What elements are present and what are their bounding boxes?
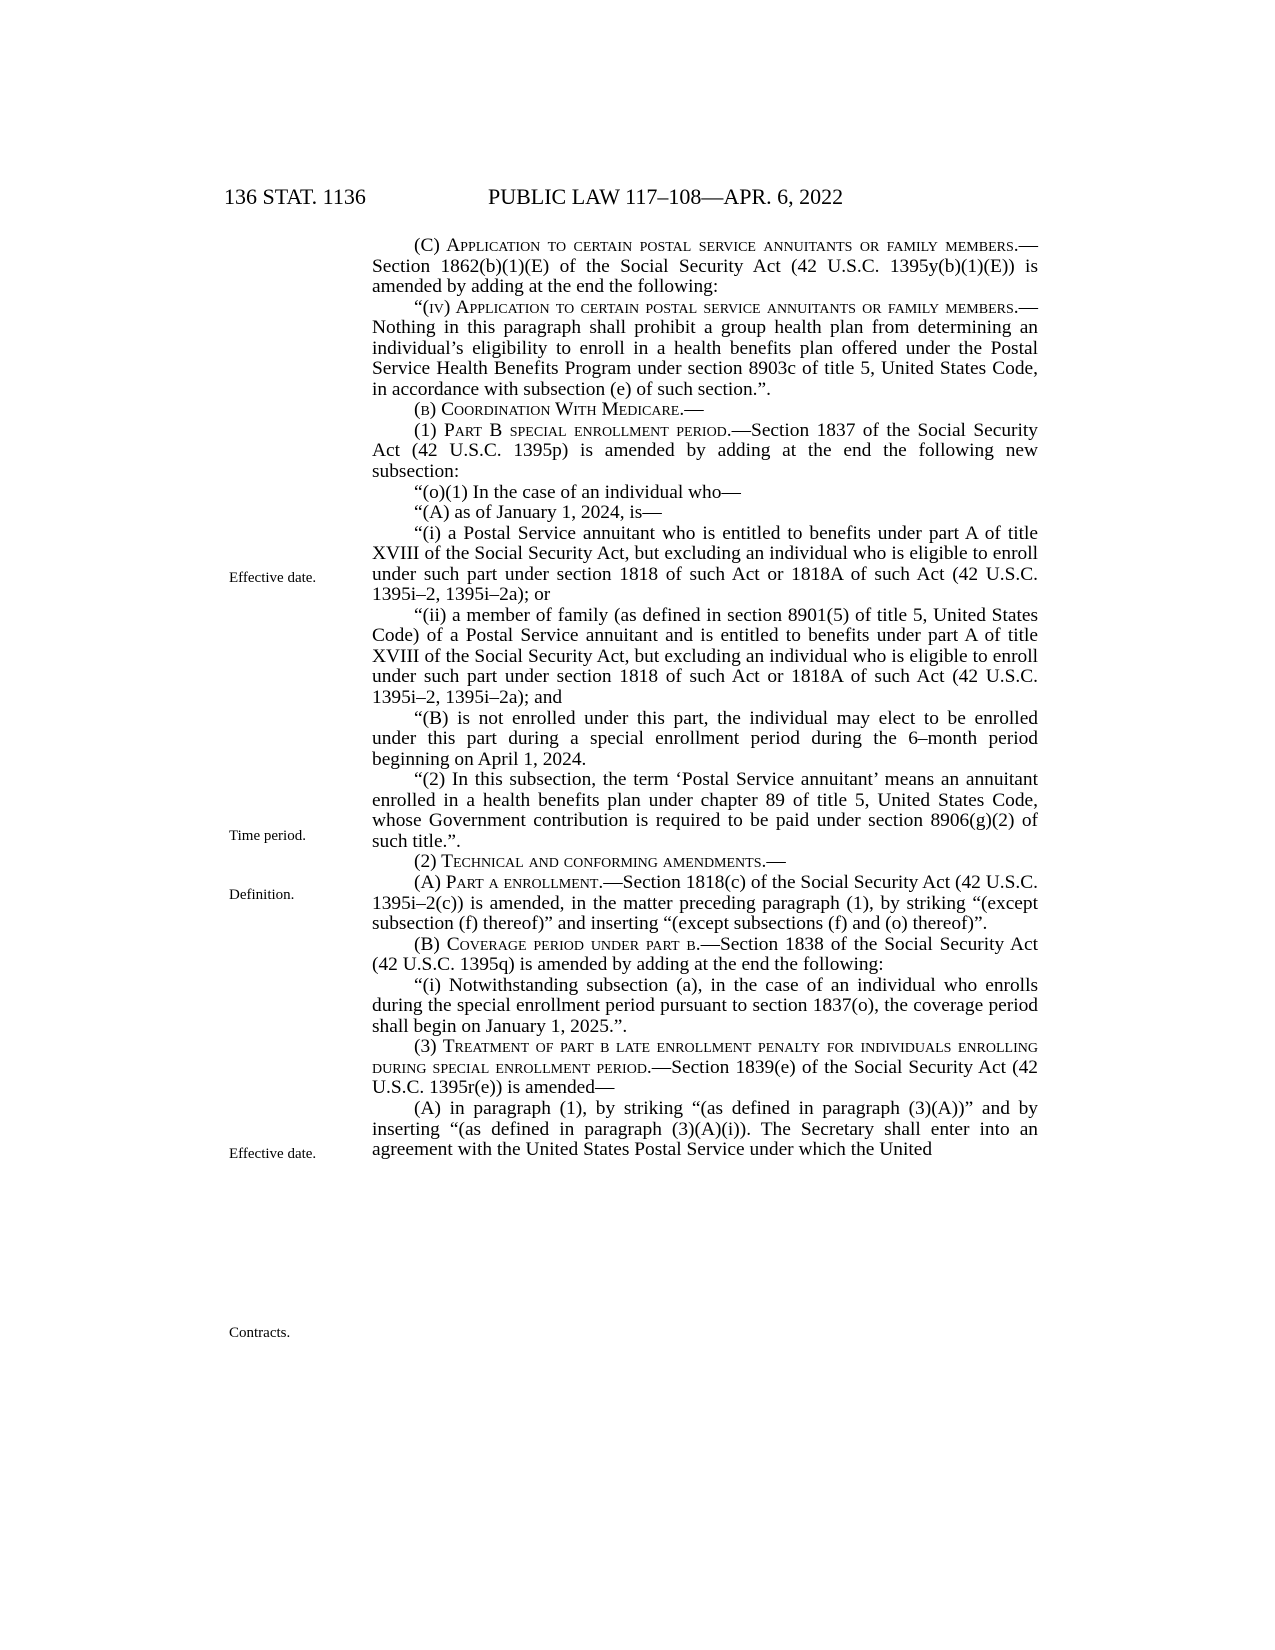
paragraph xyxy=(372,873,1038,935)
paragraph-text: —Section 1839(e) of the Social Security Act (42 U.S.C. 1395r(e)) is amended— xyxy=(372,1056,1038,1099)
paragraph xyxy=(372,421,1038,483)
margin-note: Contracts. xyxy=(229,1325,291,1341)
statute-text xyxy=(372,236,1038,1161)
paragraph-heading: (3) Treatment of part b late enrollment penalty for individuals enrolling during special enrollment period. xyxy=(372,1036,1038,1078)
paragraph xyxy=(372,935,1038,976)
paragraph xyxy=(372,503,1038,524)
paragraph-heading: (C) Application to certain postal service annuitants or family members. xyxy=(414,235,1019,256)
paragraph xyxy=(372,606,1038,709)
paragraph xyxy=(372,524,1038,606)
paragraph-text: — xyxy=(684,399,704,421)
paragraph xyxy=(372,483,1038,504)
margin-note: Effective date. xyxy=(229,570,317,586)
paragraph xyxy=(372,1099,1038,1161)
paragraph-heading: (A) Part a enrollment. xyxy=(414,871,604,893)
paragraph-text: —Nothing in this paragraph shall prohibit a group health plan from determining an individual’s eligibility to enroll in a health benefits plan offered under the Postal Service Health Benefits Program under section 8903c of title 5, United States Code, in accordance with subsection (e) of such section.”. xyxy=(372,296,1038,400)
page-header xyxy=(0,0,1275,240)
margin-note: Time period. xyxy=(229,828,306,844)
paragraph-heading: (2) Technical and conforming amendments. xyxy=(414,851,767,873)
paragraph xyxy=(372,709,1038,771)
paragraph-text: —Section 1838 of the Social Security Act (42 U.S.C. 1395q) is amended by adding at the end the following: xyxy=(372,933,1039,976)
paragraph-heading: (b) Coordination With Medicare. xyxy=(414,399,685,421)
paragraph-heading: “(iv) Application to certain postal service annuitants or family members. xyxy=(414,296,1019,318)
paragraph-text: “(ii) a member of family (as defined in section 8901(5) of title 5, United States Code) of a Postal Service annuitant and is entitled to benefits under part A of title XVIII of the Social Security Act, but excluding an individual who is eligible to enroll under such part under section 1818 of such Act or 1818A of such Act (42 U.S.C. 1395i–2, 1395i–2a); and xyxy=(372,604,1038,709)
paragraph-heading: (1) Part B special enrollment period. xyxy=(414,419,732,441)
paragraph xyxy=(372,976,1038,1038)
paragraph xyxy=(372,298,1038,401)
paragraph xyxy=(372,852,1038,873)
paragraph-text: “(i) a Postal Service annuitant who is entitled to benefits under part A of title XVIII of the Social Security Act, but excluding an individual who is eligible to enroll under such part under section 1818 of such Act or 1818A of such Act (42 U.S.C. 1395i–2, 1395i–2a); or xyxy=(372,522,1038,606)
paragraph-text: “(o)(1) In the case of an individual who— xyxy=(414,481,741,503)
paragraph-text: (A) in paragraph (1), by striking “(as defined in paragraph (3)(A))” and by inserting “(as defined in paragraph (3)(A)(i)). The Secretary shall enter into an agreement with the United States Postal Service under which the United xyxy=(372,1097,1038,1161)
paragraph xyxy=(372,1037,1038,1099)
paragraph-text: “(A) as of January 1, 2024, is— xyxy=(414,502,662,524)
paragraph-text: — xyxy=(766,851,786,873)
paragraph xyxy=(372,770,1038,852)
margin-note: Effective date. xyxy=(229,1146,317,1162)
paragraph xyxy=(372,236,1038,298)
paragraph xyxy=(372,400,1038,421)
law-title: PUBLIC LAW 117–108—APR. 6, 2022 xyxy=(488,184,844,209)
paragraph-text: —Section 1862(b)(1)(E) of the Social Security Act (42 U.S.C. 1395y(b)(1)(E)) is amended by adding at the end the following: xyxy=(372,235,1038,298)
paragraph-text: “(2) In this subsection, the term ‘Postal Service annuitant’ means an annuitant enrolled in a health benefits plan under chapter 89 of title 5, United States Code, whose Government contribution is required to be paid under section 8906(g)(2) of such title.”. xyxy=(372,769,1038,852)
paragraph-heading: (B) Coverage period under part b. xyxy=(414,933,701,955)
paragraph-text: “(i) Notwithstanding subsection (a), in the case of an individual who enrolls during the special enrollment period pursuant to section 1837(o), the coverage period shall begin on January 1, 2025.”. xyxy=(372,974,1038,1037)
paragraph-text: “(B) is not enrolled under this part, the individual may elect to be enrolled under this part during a special enrollment period during the 6–month period beginning on April 1, 2024. xyxy=(372,707,1038,770)
paragraph-text: —Section 1818(c) of the Social Security Act (42 U.S.C. 1395i–2(c)) is amended, in the matter preceding paragraph (1), by striking “(except subsection (f) thereof)” and inserting “(except subsections (f) and (o) thereof)”. xyxy=(372,871,1038,935)
page-number: 136 STAT. 1136 xyxy=(224,184,366,209)
paragraph-text: —Section 1837 of the Social Security Act (42 U.S.C. 1395p) is amended by adding at the end the following new subsection: xyxy=(372,419,1038,483)
margin-note: Definition. xyxy=(229,887,295,903)
